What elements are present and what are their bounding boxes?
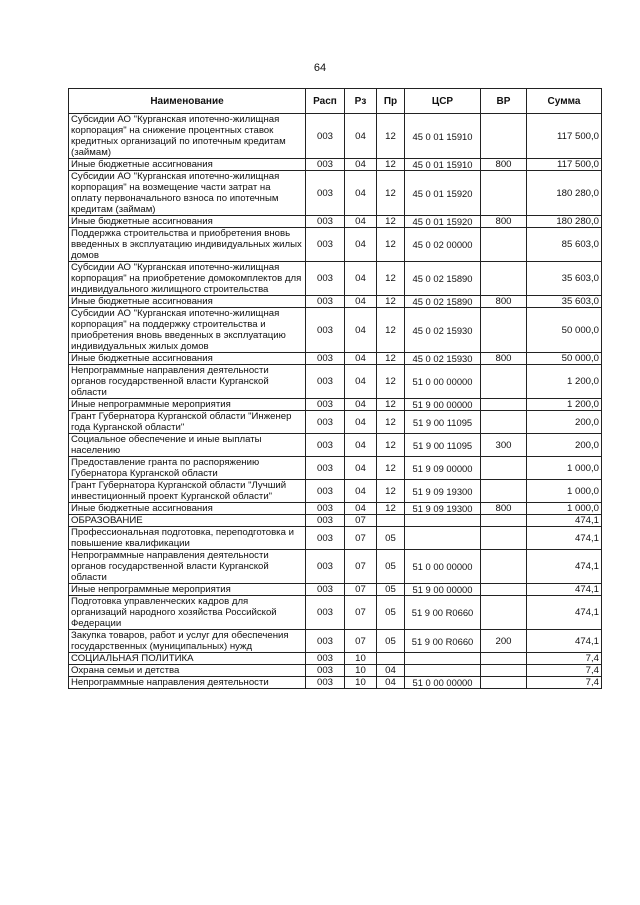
cell-rasp: 003 [306,527,345,550]
cell-rz: 04 [345,262,377,296]
cell-csr: 51 9 09 00000 [405,457,481,480]
cell-csr: 51 9 00 R0660 [405,596,481,630]
table-row [69,584,602,596]
table-row [69,216,602,228]
table-row [69,228,602,262]
cell-name: Предоставление гранта по распоряжению Губернатора Курганской области [69,457,306,480]
cell-name: Поддержка строительства и приобретения вновь введенных в эксплуатацию индивидуальных жилых домов [69,228,306,262]
cell-rz: 04 [345,411,377,434]
table-row [69,159,602,171]
table-row [69,411,602,434]
table-row [69,399,602,411]
cell-rasp: 003 [306,434,345,457]
cell-name: СОЦИАЛЬНАЯ ПОЛИТИКА [69,653,306,665]
cell-csr: 45 0 02 00000 [405,228,481,262]
cell-csr: 45 0 01 15920 [405,171,481,216]
header-csr: ЦСР [405,89,481,114]
cell-rz: 07 [345,527,377,550]
cell-pr: 12 [377,457,405,480]
cell-name: Профессиональная подготовка, переподготовка и повышение квалификации [69,527,306,550]
cell-vr [481,480,527,503]
table-row [69,515,602,527]
cell-rz: 04 [345,228,377,262]
cell-csr: 45 0 01 15910 [405,114,481,159]
cell-pr: 04 [377,677,405,689]
cell-rasp: 003 [306,216,345,228]
cell-rasp: 003 [306,114,345,159]
cell-pr: 12 [377,503,405,515]
cell-pr: 05 [377,596,405,630]
cell-csr: 45 0 02 15930 [405,308,481,353]
cell-pr: 12 [377,114,405,159]
cell-rasp: 003 [306,677,345,689]
cell-rz: 04 [345,457,377,480]
cell-pr: 12 [377,296,405,308]
table-row [69,677,602,689]
cell-pr: 05 [377,584,405,596]
table-row [69,365,602,399]
cell-vr [481,365,527,399]
cell-csr [405,653,481,665]
cell-rz: 04 [345,171,377,216]
cell-rz: 04 [345,296,377,308]
cell-sum: 474,1 [527,584,602,596]
table-row [69,353,602,365]
cell-vr [481,653,527,665]
cell-sum: 474,1 [527,630,602,653]
table-row [69,262,602,296]
cell-rz: 04 [345,434,377,457]
cell-rasp: 003 [306,584,345,596]
cell-rz: 04 [345,365,377,399]
cell-csr: 51 9 00 00000 [405,399,481,411]
cell-name: Иные бюджетные ассигнования [69,296,306,308]
table-header-row [69,89,602,114]
cell-sum: 1 000,0 [527,457,602,480]
cell-csr: 51 9 00 R0660 [405,630,481,653]
cell-pr [377,653,405,665]
cell-pr: 12 [377,228,405,262]
header-rasp: Расп [306,89,345,114]
cell-vr [481,114,527,159]
cell-name: Иные непрограммные мероприятия [69,399,306,411]
cell-csr: 51 0 00 00000 [405,677,481,689]
cell-sum: 7,4 [527,677,602,689]
cell-rz: 07 [345,515,377,527]
cell-rz: 04 [345,399,377,411]
cell-rz: 07 [345,550,377,584]
cell-rasp: 003 [306,365,345,399]
cell-sum: 35 603,0 [527,262,602,296]
cell-csr: 45 0 01 15910 [405,159,481,171]
cell-csr [405,527,481,550]
cell-rz: 04 [345,114,377,159]
cell-rasp: 003 [306,159,345,171]
cell-rz: 10 [345,665,377,677]
cell-pr: 12 [377,480,405,503]
cell-rasp: 003 [306,503,345,515]
cell-pr: 12 [377,262,405,296]
cell-sum: 7,4 [527,653,602,665]
cell-rz: 04 [345,216,377,228]
cell-sum: 200,0 [527,411,602,434]
cell-name: Иные бюджетные ассигнования [69,216,306,228]
cell-vr [481,457,527,480]
cell-name: Охрана семьи и детства [69,665,306,677]
cell-sum: 1 200,0 [527,399,602,411]
cell-sum: 117 500,0 [527,159,602,171]
table-body [69,114,602,689]
cell-rasp: 003 [306,228,345,262]
cell-pr: 12 [377,365,405,399]
cell-vr [481,527,527,550]
header-pr: Пр [377,89,405,114]
cell-name: Иные бюджетные ассигнования [69,503,306,515]
cell-sum: 1 000,0 [527,480,602,503]
cell-rz: 04 [345,308,377,353]
cell-csr: 51 9 00 11095 [405,411,481,434]
cell-name: Субсидии АО "Курганская ипотечно-жилищная корпорация" на поддержку строительства и приобретения вновь введенных в эксплуатацию индивидуальных жилых домов [69,308,306,353]
cell-name: Закупка товаров, работ и услуг для обеспечения государственных (муниципальных) нужд [69,630,306,653]
table-row [69,434,602,457]
cell-vr: 200 [481,630,527,653]
cell-pr: 05 [377,527,405,550]
cell-pr: 12 [377,159,405,171]
cell-rasp: 003 [306,399,345,411]
cell-vr [481,677,527,689]
cell-vr [481,550,527,584]
cell-name: Непрограммные направления деятельности органов государственной власти Курганской области [69,550,306,584]
cell-csr: 51 9 00 11095 [405,434,481,457]
cell-name: Непрограммные направления деятельности органов государственной власти Курганской области [69,365,306,399]
table-row [69,114,602,159]
cell-pr: 12 [377,171,405,216]
cell-vr: 800 [481,353,527,365]
cell-name: Грант Губернатора Курганской области "Инженер года Курганской области" [69,411,306,434]
cell-rasp: 003 [306,480,345,503]
cell-pr: 12 [377,308,405,353]
cell-rasp: 003 [306,353,345,365]
cell-sum: 180 280,0 [527,216,602,228]
cell-csr [405,515,481,527]
cell-sum: 474,1 [527,596,602,630]
cell-vr [481,515,527,527]
header-rz: Рз [345,89,377,114]
cell-vr [481,584,527,596]
table-row [69,503,602,515]
cell-sum: 474,1 [527,527,602,550]
cell-pr: 12 [377,353,405,365]
table-row [69,308,602,353]
cell-name: Социальное обеспечение и иные выплаты населению [69,434,306,457]
cell-sum: 1 000,0 [527,503,602,515]
cell-name: Подготовка управленческих кадров для организаций народного хозяйства Российской Федерации [69,596,306,630]
header-vr: ВР [481,89,527,114]
cell-vr [481,399,527,411]
cell-csr: 51 9 09 19300 [405,480,481,503]
cell-csr [405,665,481,677]
cell-pr: 04 [377,665,405,677]
cell-rz: 04 [345,353,377,365]
page-number: 64 [313,62,327,74]
header-sum: Сумма [527,89,602,114]
cell-rz: 07 [345,596,377,630]
table-row [69,527,602,550]
table-row [69,171,602,216]
cell-csr: 45 0 02 15890 [405,262,481,296]
cell-name: Непрограммные направления деятельности [69,677,306,689]
table-row [69,457,602,480]
cell-vr: 800 [481,159,527,171]
cell-name: Субсидии АО "Курганская ипотечно-жилищная корпорация" на снижение процентных ставок кредитных организаций по ипотечным кредитам (займам) [69,114,306,159]
cell-sum: 50 000,0 [527,353,602,365]
cell-sum: 50 000,0 [527,308,602,353]
cell-name: Грант Губернатора Курганской области "Лучший инвестиционный проект Курганской области" [69,480,306,503]
cell-rasp: 003 [306,515,345,527]
cell-vr: 800 [481,503,527,515]
cell-sum: 35 603,0 [527,296,602,308]
cell-name: Иные непрограммные мероприятия [69,584,306,596]
cell-sum: 474,1 [527,515,602,527]
cell-rz: 04 [345,159,377,171]
cell-vr: 300 [481,434,527,457]
cell-rasp: 003 [306,308,345,353]
cell-rz: 04 [345,503,377,515]
cell-rz: 07 [345,630,377,653]
cell-name: Субсидии АО "Курганская ипотечно-жилищная корпорация" на приобретение домокомплектов для индивидуального жилищного строительства [69,262,306,296]
cell-vr [481,665,527,677]
cell-name: ОБРАЗОВАНИЕ [69,515,306,527]
cell-sum: 7,4 [527,665,602,677]
cell-vr [481,596,527,630]
cell-rasp: 003 [306,171,345,216]
cell-pr: 05 [377,630,405,653]
cell-rasp: 003 [306,653,345,665]
cell-sum: 180 280,0 [527,171,602,216]
cell-pr: 05 [377,550,405,584]
cell-csr: 51 9 00 00000 [405,584,481,596]
table-row [69,665,602,677]
cell-pr: 12 [377,434,405,457]
cell-rasp: 003 [306,262,345,296]
cell-vr [481,411,527,434]
cell-rz: 04 [345,480,377,503]
cell-csr: 45 0 02 15930 [405,353,481,365]
cell-rasp: 003 [306,550,345,584]
cell-vr [481,171,527,216]
cell-sum: 474,1 [527,550,602,584]
cell-rasp: 003 [306,630,345,653]
cell-vr: 800 [481,296,527,308]
cell-name: Иные бюджетные ассигнования [69,353,306,365]
table-row [69,630,602,653]
cell-csr: 45 0 01 15920 [405,216,481,228]
header-name: Наименование [69,89,306,114]
cell-pr: 12 [377,411,405,434]
cell-rz: 07 [345,584,377,596]
table-row [69,596,602,630]
cell-rz: 10 [345,653,377,665]
cell-pr [377,515,405,527]
cell-csr: 51 9 09 19300 [405,503,481,515]
cell-pr: 12 [377,399,405,411]
cell-sum: 1 200,0 [527,365,602,399]
budget-table [68,88,602,689]
cell-csr: 45 0 02 15890 [405,296,481,308]
table-row [69,296,602,308]
cell-rz: 10 [345,677,377,689]
cell-sum: 117 500,0 [527,114,602,159]
cell-csr: 51 0 00 00000 [405,365,481,399]
table-row [69,550,602,584]
cell-vr [481,228,527,262]
cell-vr: 800 [481,216,527,228]
cell-rasp: 003 [306,596,345,630]
cell-rasp: 003 [306,665,345,677]
cell-rasp: 003 [306,457,345,480]
cell-name: Субсидии АО "Курганская ипотечно-жилищная корпорация" на возмещение части затрат на оплату первоначального взноса по ипотечным кредитам (займам) [69,171,306,216]
cell-sum: 200,0 [527,434,602,457]
table-row [69,653,602,665]
cell-vr [481,308,527,353]
cell-vr [481,262,527,296]
table-row [69,480,602,503]
cell-pr: 12 [377,216,405,228]
cell-sum: 85 603,0 [527,228,602,262]
cell-csr: 51 0 00 00000 [405,550,481,584]
cell-rasp: 003 [306,296,345,308]
cell-name: Иные бюджетные ассигнования [69,159,306,171]
cell-rasp: 003 [306,411,345,434]
